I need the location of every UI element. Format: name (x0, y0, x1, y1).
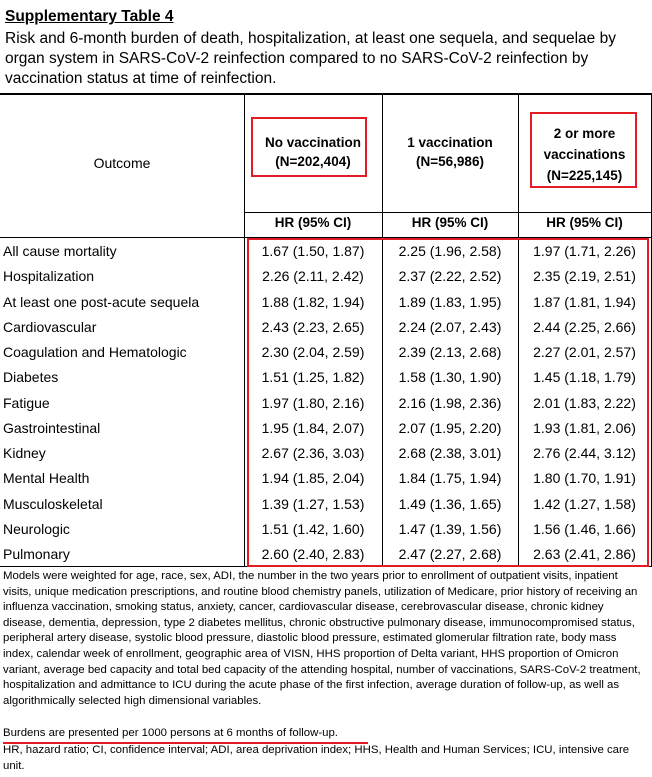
hr-cell: 1.45 (1.18, 1.79) (533, 369, 636, 386)
hr-cell: 2.35 (2.19, 2.51) (533, 268, 636, 285)
hr-cell: 2.39 (2.13, 2.68) (398, 344, 502, 360)
column-header-line: (N=202,404) (275, 154, 351, 169)
row-label: Kidney (3, 445, 46, 461)
row-label: Coagulation and Hematologic (3, 344, 187, 360)
row-label: Diabetes (3, 369, 59, 386)
hr-cell: 1.84 (1.75, 1.94) (398, 470, 502, 487)
hr-cell: 1.94 (1.85, 2.04) (261, 470, 365, 487)
hr-cell: 2.27 (2.01, 2.57) (533, 344, 636, 360)
column-header-1-vaccination (382, 133, 518, 171)
column-header-line: 2 or more (553, 126, 616, 141)
hr-header-col3: HR (95% CI) (546, 215, 623, 230)
hr-cell: 2.76 (2.44, 3.12) (533, 445, 636, 461)
column-header-line: 1 vaccination (407, 135, 493, 150)
table-rule-hr-top (244, 212, 652, 213)
hr-cell: 1.58 (1.30, 1.90) (398, 369, 502, 386)
column-header-line: vaccinations (543, 147, 626, 162)
hr-cell: 2.43 (2.23, 2.65) (261, 318, 365, 335)
footnote-burdens: Burdens are presented per 1000 persons at 6 months of follow-up. (3, 727, 338, 739)
hr-cell: 1.51 (1.42, 1.60) (261, 520, 365, 537)
hr-cell: 2.68 (2.38, 3.01) (398, 445, 502, 461)
hr-cell: 1.56 (1.46, 1.66) (533, 520, 636, 537)
hr-cell: 2.44 (2.25, 2.66) (533, 318, 636, 335)
row-label: Hospitalization (3, 268, 95, 285)
column-header-line: No vaccination (264, 135, 362, 150)
hr-cell: 2.26 (2.11, 2.42) (262, 268, 364, 285)
hr-cell: 2.37 (2.22, 2.52) (398, 268, 502, 285)
hr-header-col2: HR (95% CI) (411, 215, 489, 230)
hr-cell: 1.39 (1.27, 1.53) (261, 495, 365, 512)
footnote-abbreviations: HR, hazard ratio; CI, confidence interval; ADI, area deprivation index; HHS, Health and Human Services; ICU, intensive care unit. (3, 744, 630, 772)
column-header-line: (N=56,986) (416, 154, 484, 169)
hr-cell: 1.87 (1.81, 1.94) (533, 293, 636, 310)
row-label: Gastrointestinal (3, 419, 101, 436)
row-label: Neurologic (3, 520, 70, 537)
hr-cell: 1.89 (1.83, 1.95) (398, 293, 502, 310)
hr-cell: 2.47 (2.27, 2.68) (398, 546, 502, 562)
hr-cell: 2.63 (2.41, 2.86) (533, 546, 636, 562)
row-label: Cardiovascular (3, 318, 97, 335)
hr-cell: 2.24 (2.07, 2.43) (398, 318, 502, 335)
highlight-box-2-or-more-vaccinations (530, 112, 637, 188)
footnote-models: Models were weighted for age, race, sex, ADI, the number in the two years prior to enrollment of outpatient visits, inpatient visits, unique medication prescriptions, and routine blood chemistry panels, utilization of Medicare, prior history of receiving an influenza vaccination, smoking status, anxiety, cancer, cardiovascular disease, cerebrovascular disease, chronic kidney disease, dementia, depression, type 2 diabetes mellitus, chronic obstructive pulmonary disease, immunocompromised status, peripheral artery disease, systolic blood pressure, diastolic blood pressure, estimated glomerular filtration rate, body mass index, calendar week of enrollment, geographic area of VISN, HHS proportion of Delta variant, HHS proportion of Omicron variant, average bed capacity and total bed capacity of the attending hospital, number of vaccinations, SARS-CoV-2 treatment, hospitalization and admittance to ICU during the acute phase of the first infection, average duration of follow-up, as well as algorithmically selected high dimensional variables. (3, 570, 641, 707)
hr-cell: 2.60 (2.40, 2.83) (261, 546, 365, 562)
hr-cell: 1.95 (1.84, 2.07) (261, 419, 365, 436)
row-label: At least one post-acute sequela (3, 293, 200, 310)
hr-cell: 2.67 (2.36, 3.03) (261, 445, 365, 461)
hr-cell: 2.01 (1.83, 2.22) (533, 394, 636, 411)
hr-header-col1: HR (95% CI) (274, 215, 352, 230)
hr-cell: 1.80 (1.70, 1.91) (533, 470, 636, 487)
hr-cell: 1.42 (1.27, 1.58) (533, 495, 636, 512)
hr-cell: 1.97 (1.71, 2.26) (533, 243, 636, 259)
outcome-column-header: Outcome (93, 155, 151, 171)
row-label: All cause mortality (3, 243, 117, 259)
hr-cell: 1.97 (1.80, 2.16) (261, 394, 365, 411)
highlight-box-no-vaccination (251, 117, 367, 177)
table-subtitle: Risk and 6-month burden of death, hospitalization, at least one sequela, and sequelae by organ system in SARS-CoV-2 reinfection compared to no SARS-CoV-2 reinfection by vaccination status at time of reinfection. (5, 30, 616, 87)
hr-cell: 1.67 (1.50, 1.87) (261, 243, 365, 259)
table-title: Supplementary Table 4 (5, 8, 174, 25)
hr-cell: 1.51 (1.25, 1.82) (261, 369, 365, 386)
hr-cell: 2.30 (2.04, 2.59) (261, 344, 365, 360)
hr-cell: 2.25 (1.96, 2.58) (398, 243, 502, 259)
hr-cell: 1.47 (1.39, 1.56) (398, 520, 502, 537)
hr-cell: 1.93 (1.81, 2.06) (533, 419, 636, 436)
column-header-line: (N=225,145) (546, 168, 623, 183)
hr-cell: 1.49 (1.36, 1.65) (398, 495, 502, 512)
row-label: Fatigue (3, 394, 50, 411)
hr-cell: 1.88 (1.82, 1.94) (261, 293, 365, 310)
row-label: Mental Health (3, 470, 90, 487)
hr-cell: 2.16 (1.98, 2.36) (398, 394, 502, 411)
row-label: Musculoskeletal (3, 495, 103, 512)
row-label: Pulmonary (3, 546, 70, 562)
hr-cell: 2.07 (1.95, 2.20) (398, 419, 502, 436)
table-top-rule (0, 93, 652, 95)
